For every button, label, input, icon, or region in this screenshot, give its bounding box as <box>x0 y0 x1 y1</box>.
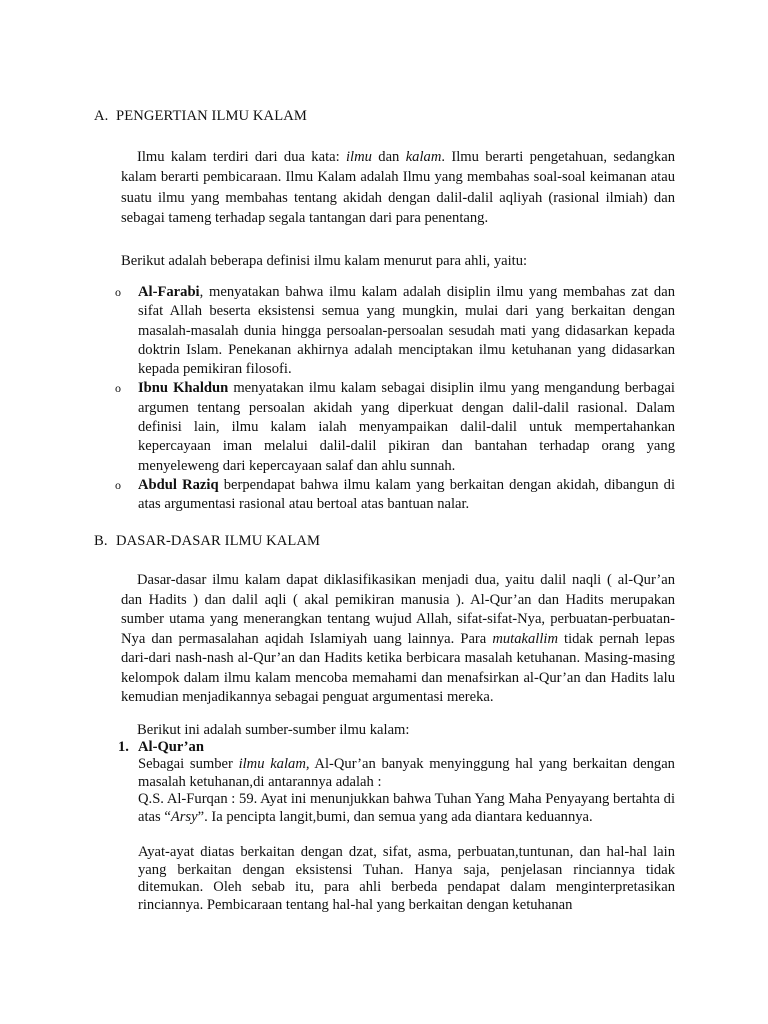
source-item-1-number: 1. <box>118 739 129 755</box>
definitions-list <box>115 283 675 515</box>
section-a-number: A. <box>94 108 109 124</box>
b-intro-term-mutakallim: mutakallim <box>492 630 558 647</box>
section-b-number: B. <box>94 533 108 549</box>
source-item-1-heading <box>118 739 204 756</box>
section-a-intro <box>121 147 675 228</box>
section-b-intro <box>121 571 675 708</box>
definition-name: Ibnu Khaldun <box>138 380 229 397</box>
definition-text: menyatakan ilmu kalam sebagai disiplin ilmu yang mengandung berbagai argumen tentang persoalan akidah yang diperkuat dengan dalil-dalil rasional. Dalam definisi lain, ilmu kalam ialah menyampaikan dalil-dalil untuk mempertahankan kepercayaan iman melalui dalil-dalil pikiran dan bantahan terhadap orang yang menyeleweng dari kepercayaan salaf dan ahlu sunnah. <box>138 380 675 474</box>
section-a-title: PENGERTIAN ILMU KALAM <box>116 108 307 124</box>
item1-text-2b: ”. Ia pencipta langit,bumi, dan semua yang ada diantara keduannya. <box>197 808 593 825</box>
source-item-1-para-2 <box>138 791 675 826</box>
definition-item <box>115 476 675 515</box>
intro-text-1: Ilmu kalam terdiri dari dua kata: <box>137 149 346 165</box>
sources-intro: Berikut ini adalah sumber-sumber ilmu kalam: <box>137 722 410 738</box>
item1-text-2a: Q.S. Al-Furqan : 59. Ayat ini menunjukkan bahwa Tuhan Yang Maha Penyayang bertahta di atas “ <box>138 791 675 825</box>
section-b-title: DASAR-DASAR ILMU KALAM <box>116 533 321 549</box>
bullet-marker: o <box>115 381 121 396</box>
source-item-1-para-1 <box>138 756 675 791</box>
definition-item <box>115 283 675 379</box>
item1-term-ilmu-kalam: ilmu kalam, <box>238 756 310 772</box>
intro-term-ilmu: ilmu <box>346 149 372 165</box>
section-a-heading <box>94 108 307 125</box>
source-item-1-para-3: Ayat-ayat diatas berkaitan dengan dzat, sifat, asma, perbuatan,tuntunan, dan hal-hal lain yang berkaitan dengan eksistensi Tuhan. Hanya saja, penjelasan rinciannya tidak ditemukan. Oleh sebab itu, para ahli berbeda pendapat dalam menginterpretasikan rinciannya. Pembicaraan tentang hal-hal yang berkaitan dengan ketuhanan <box>138 844 675 913</box>
intro-text-2: dan <box>371 149 406 165</box>
definition-name: Abdul Raziq <box>138 476 219 493</box>
definition-text: berpendapat bahwa ilmu kalam yang berkaitan dengan akidah, dibangun di atas argumentasi rasional atau bertoal atas bantuan nalar. <box>138 476 676 513</box>
definition-text: , menyatakan bahwa ilmu kalam adalah disiplin ilmu yang membahas zat dan sifat Allah beserta eksistensi semua yang mungkin, mulai dari yang berkaitan dengan masalah-masalah dunia hingga persoalan-persoalan sesudah mati yang didasarkan kepada doktrin Islam. Penekanan akhirnya adalah menciptakan ilmu ketuhanan yang didasarkan kepada pemikiran filosofi. <box>138 284 675 378</box>
item1-term-arsy: Arsy <box>170 808 198 825</box>
bullet-marker: o <box>115 477 121 492</box>
item1-text-1a: Sebagai sumber <box>138 756 239 772</box>
intro-text-3: . Ilmu berarti pengetahuan, sedangkan kalam berarti pembicaraan. Ilmu Kalam adalah Ilmu yang membahas soal-soal keimanan atau suatu ilmu yang membahas tentang akidah dengan dalil-dalil aqliyah (rasional ilmiah) dan sebagai tameng terhadap segala tantangan dari para penentang. <box>121 149 675 226</box>
item1-text-1b: Al-Qur’an banyak menyinggung hal yang berkaitan dengan masalah ketuhanan,di antarannya adalah : <box>138 756 675 790</box>
definition-item <box>115 379 675 475</box>
source-item-1-title: Al-Qur’an <box>138 739 204 755</box>
definition-name: Al-Farabi <box>138 284 200 300</box>
section-b-heading <box>94 533 320 550</box>
bullet-marker: o <box>115 285 121 299</box>
intro-term-kalam: kalam <box>405 149 442 165</box>
b-intro-text-2: tidak pernah lepas dari-dari nash-nash al-Qur’an dan Hadits ketika berbicara masalah ketuhanan. Masing-masing kelompok dalam ilmu kalam mencoba memahami dan menafsirkan al-Qur’an dan Hadits lalu kemudian menjadikannya sebagai penguat argumentasi mereka. <box>121 630 675 705</box>
b-intro-text-1: Dasar-dasar ilmu kalam dapat diklasifikasikan menjadi dua, yaitu dalil naqli ( al-Qur’an dan Hadits ) dan dalil aqli ( akal pemikiran manusia ). Al-Qur’an dan Hadits merupakan sumber utama yang menerangkan tentang wujud Allah, sifat-sifat-Nya, perbuatan-perbuatan-Nya dan permasalahan aqidah Islamiyah uang lainnya. Para <box>121 572 675 647</box>
definitions-intro: Berikut adalah beberapa definisi ilmu kalam menurut para ahli, yaitu: <box>121 253 528 269</box>
